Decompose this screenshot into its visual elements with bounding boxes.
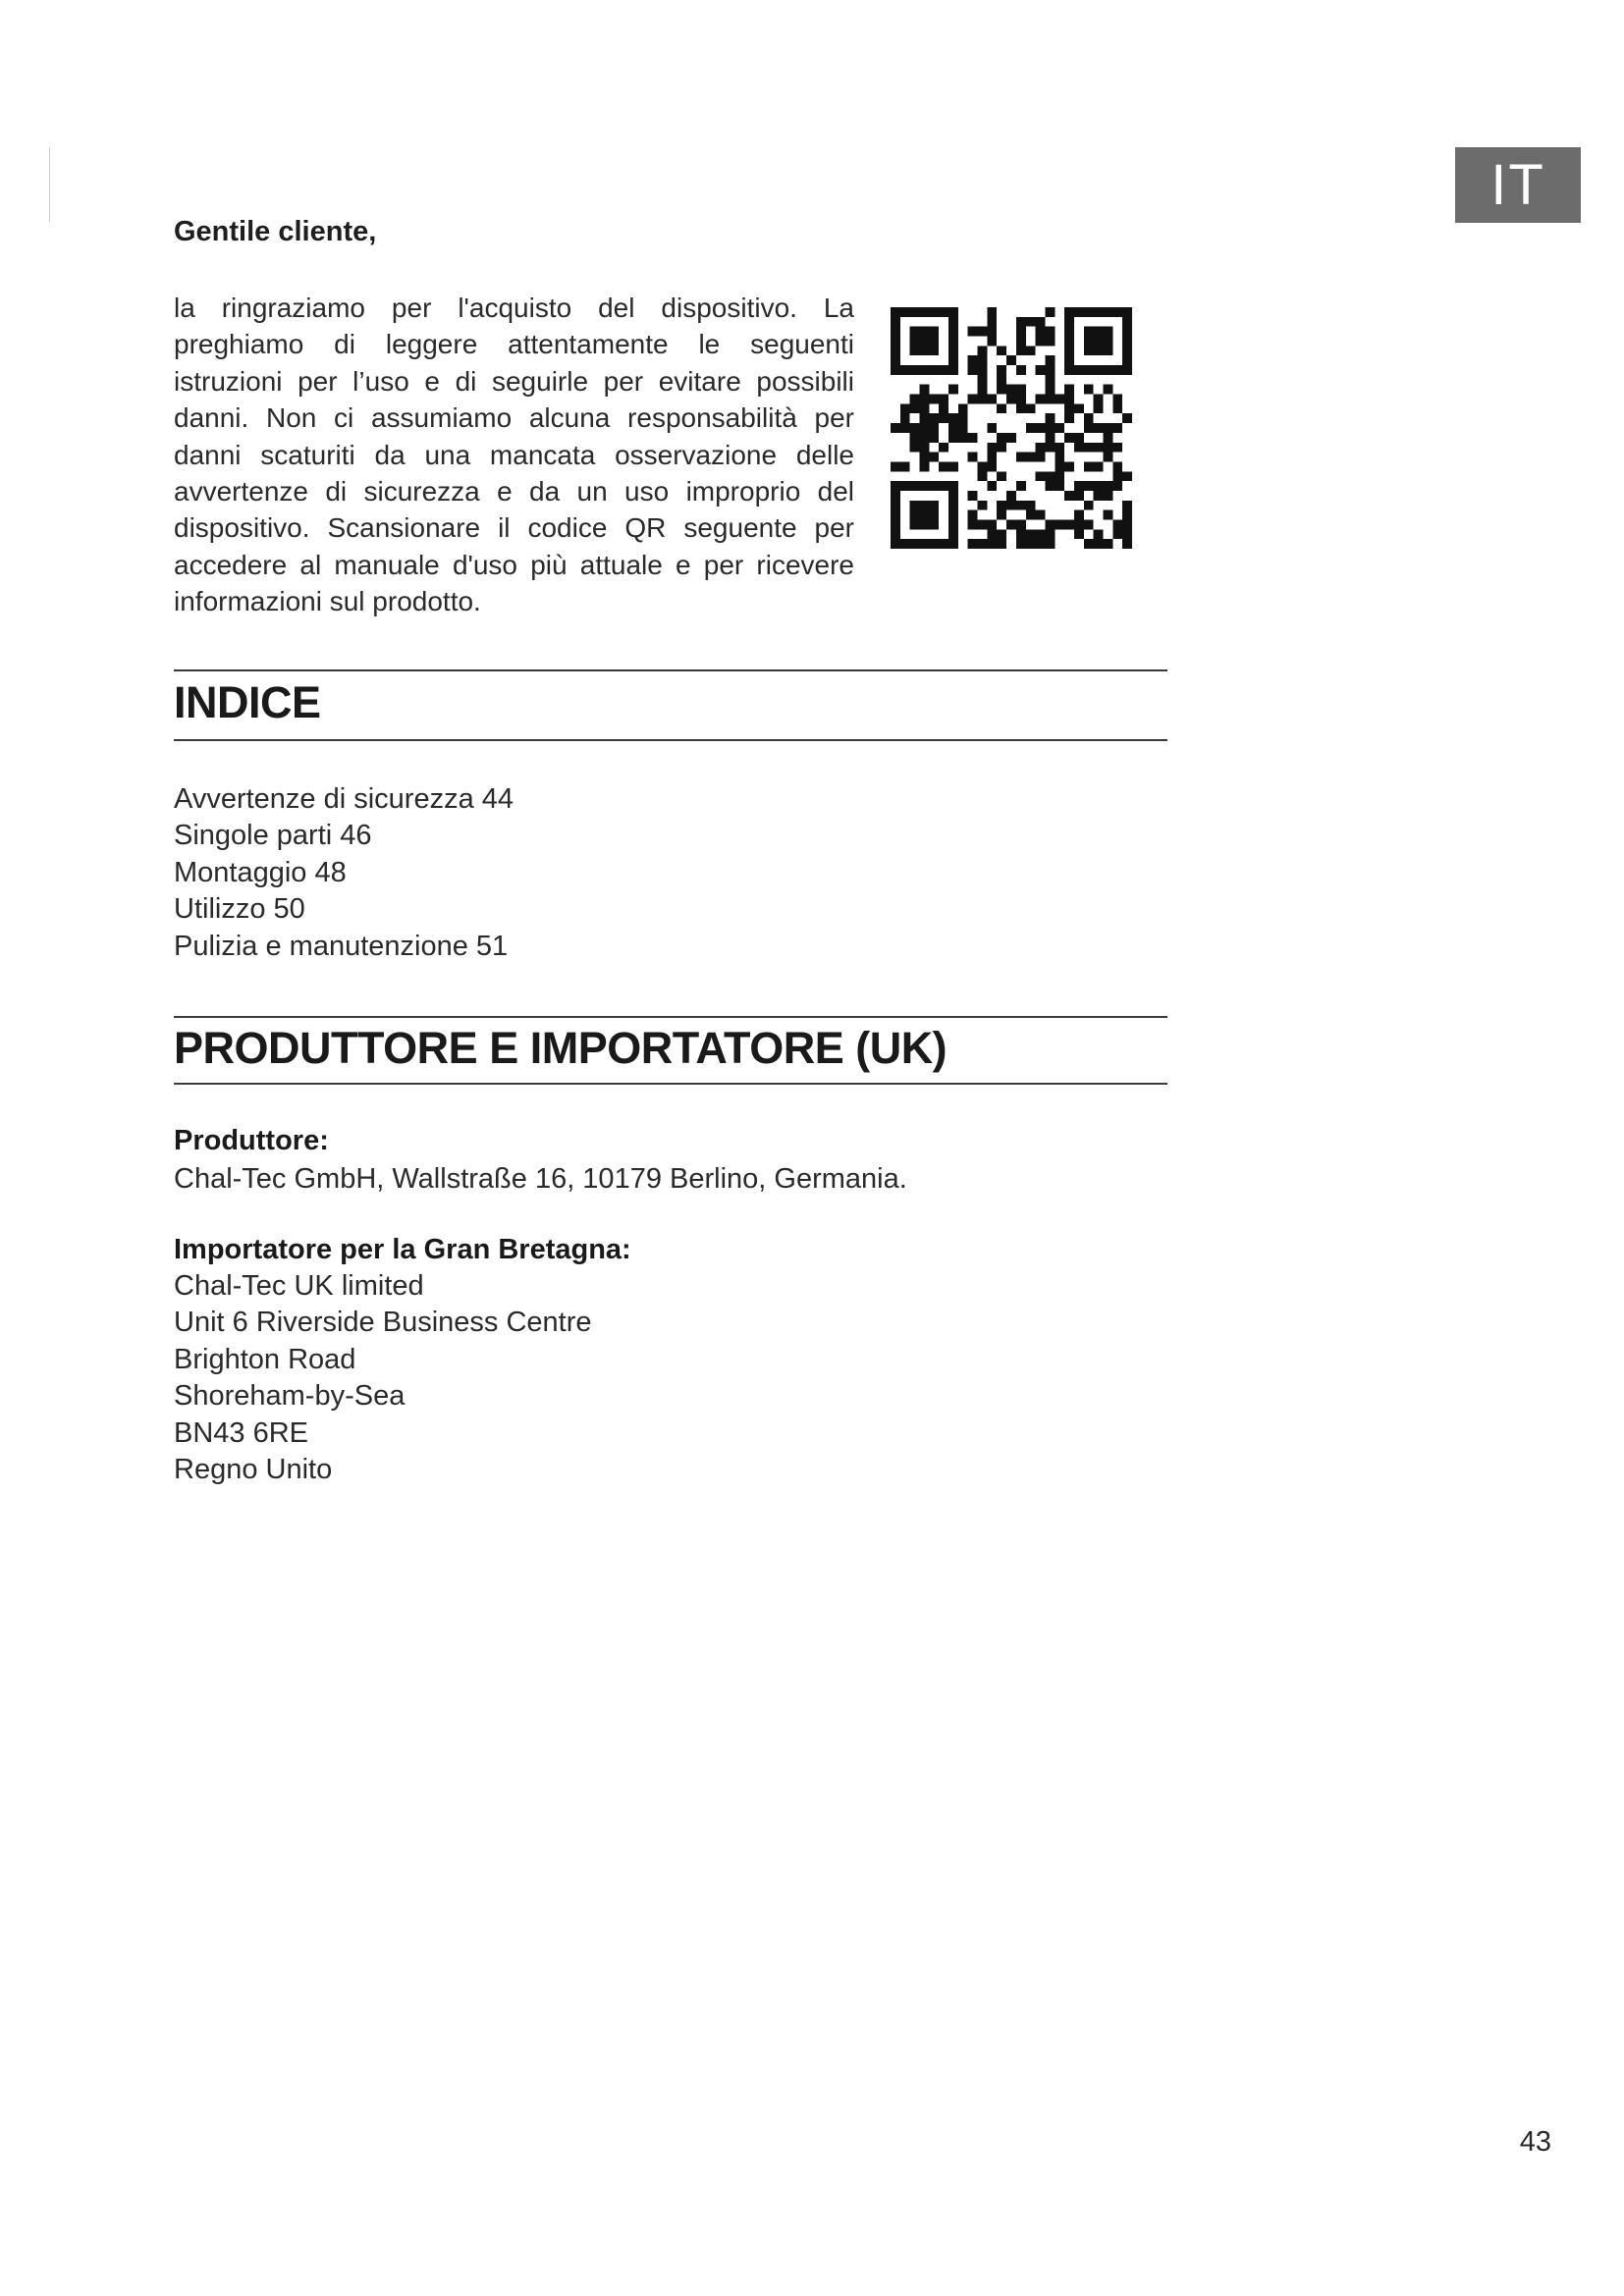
manufacturer-top-rule xyxy=(174,1016,1167,1018)
address-line: Shoreham-by-Sea xyxy=(174,1380,406,1413)
language-badge: IT xyxy=(1455,147,1581,223)
address-line: BN43 6RE xyxy=(174,1416,309,1449)
manufacturer-bottom-rule xyxy=(174,1083,1167,1085)
greeting: Gentile cliente, xyxy=(174,216,377,247)
margin-line xyxy=(49,147,50,222)
producer-address: Chal-Tec GmbH, Wallstraße 16, 10179 Berlino, Germania. xyxy=(174,1163,907,1195)
qr-code xyxy=(891,307,1132,549)
index-title: INDICE xyxy=(174,677,321,727)
intro-paragraph: la ringraziamo per l'acquisto del dispositivo. La preghiamo di leggere attentamente le seguenti istruzioni per l’uso e di seguirle per evitare possibili danni. Non ci assumiamo alcuna responsabilità per danni scaturiti da una mancata osservazione delle avvertenze di sicurezza e da un uso improprio del dispositivo. Scansionare il codice QR seguente per accedere al manuale d'uso più attuale e per ricevere informazioni sul prodotto. xyxy=(174,293,854,617)
address-line: Unit 6 Riverside Business Centre xyxy=(174,1307,592,1339)
index-bottom-rule xyxy=(174,739,1167,741)
index-item: Utilizzo 50 xyxy=(174,893,305,926)
importer-address xyxy=(174,1268,592,1488)
index-item: Montaggio 48 xyxy=(174,856,347,888)
address-line: Chal-Tec UK limited xyxy=(174,1270,424,1302)
importer-label: Importatore per la Gran Bretagna: xyxy=(174,1234,631,1265)
index-item: Pulizia e manutenzione 51 xyxy=(174,930,509,962)
page-number: 43 xyxy=(1519,2126,1551,2158)
producer-label: Produttore: xyxy=(174,1125,329,1156)
index-top-rule xyxy=(174,669,1167,671)
manufacturer-title: PRODUTTORE E IMPORTATORE (UK) xyxy=(174,1023,947,1073)
address-line: Regno Unito xyxy=(174,1454,333,1486)
index-item: Singole parti 46 xyxy=(174,820,372,852)
address-line: Brighton Road xyxy=(174,1343,356,1375)
index-item: Avvertenze di sicurezza 44 xyxy=(174,783,514,815)
index-list xyxy=(174,781,514,965)
